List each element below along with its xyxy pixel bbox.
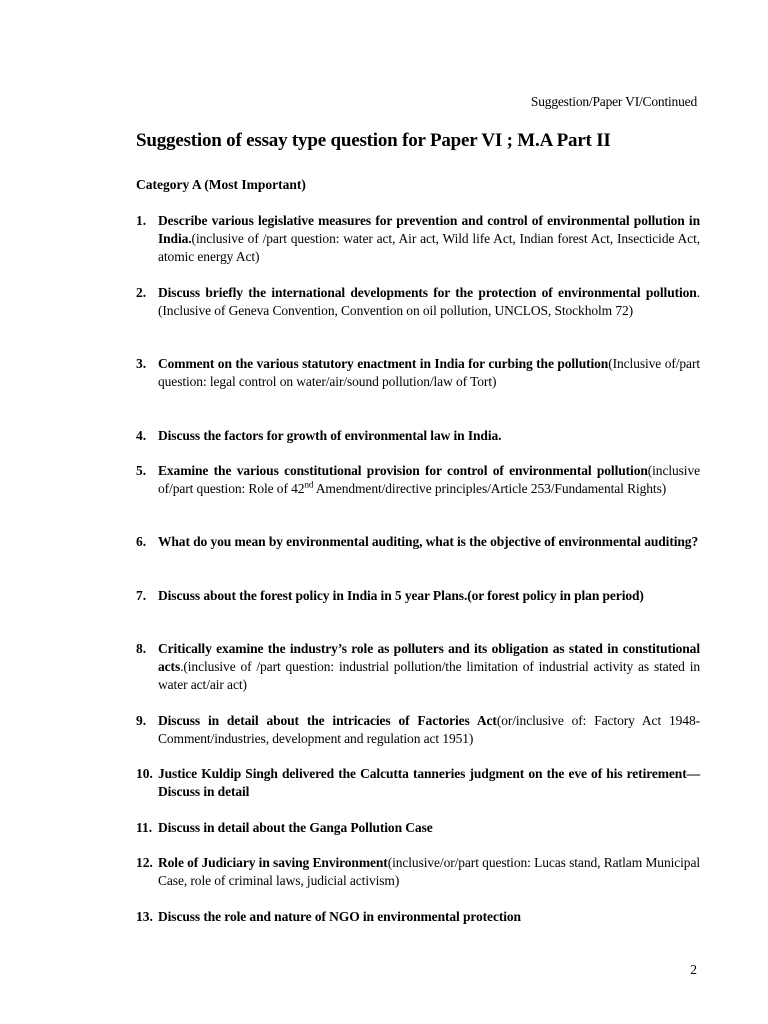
question-detail: (inclusive of/part question: Role of 42: [158, 463, 700, 496]
question-bold: Discuss the role and nature of NGO in environmental protection: [158, 909, 521, 924]
question-item: [136, 212, 700, 266]
question-item: [136, 462, 700, 498]
question-number: 5.: [136, 463, 147, 478]
question-item: [136, 355, 700, 391]
question-number: 11.: [136, 820, 153, 835]
question-detail: (Inclusive of/part question: legal control on water/air/sound pollution/law of Tort): [158, 356, 700, 389]
question-bold: Discuss in detail about the Ganga Pollution Case: [158, 820, 433, 835]
question-detail: .(inclusive of /part question: industrial pollution/the limitation of industrial activity as stated in water act/air act): [158, 659, 700, 692]
question-item: [136, 712, 700, 748]
question-item: [136, 427, 700, 445]
question-bold: Discuss in detail about the intricacies of Factories Act: [158, 713, 497, 728]
question-detail: (inclusive/or/part question: Lucas stand, Ratlam Municipal Case, role of criminal laws, judicial activism): [158, 855, 700, 888]
question-item: [136, 854, 700, 890]
question-item: [136, 533, 700, 551]
question-number: 1.: [136, 213, 147, 228]
running-header: Suggestion/Paper VI/Continued: [530, 94, 697, 109]
question-item: [136, 819, 700, 837]
question-number: 7.: [136, 588, 147, 603]
question-number: 6.: [136, 534, 147, 549]
page-title: Suggestion of essay type question for Paper VI ; M.A Part II: [136, 130, 611, 151]
question-bold: Discuss about the forest policy in India in 5 year Plans.(or forest policy in plan period): [158, 588, 644, 603]
question-item: [136, 640, 700, 694]
question-bold: Examine the various constitutional provision for control of environmental pollution: [158, 463, 648, 478]
question-detail: .(Inclusive of Geneva Convention, Convention on oil pollution, UNCLOS, Stockholm 72): [158, 285, 700, 318]
question-item: [136, 765, 700, 801]
question-detail: (or/inclusive of: Factory Act 1948-Comment/industries, development and regulation act 1951): [158, 713, 700, 746]
question-bold: Justice Kuldip Singh delivered the Calcutta tanneries judgment on the eve of his retirement—Discuss in detail: [158, 766, 700, 799]
superscript: nd: [304, 479, 314, 490]
question-bold: Role of Judiciary in saving Environment: [158, 855, 388, 870]
question-number: 12.: [136, 855, 153, 870]
question-bold: Describe various legislative measures for prevention and control of environmental pollution in India.: [158, 213, 700, 246]
question-number: 2.: [136, 285, 147, 300]
question-number: 8.: [136, 641, 147, 656]
page-number: 2: [690, 962, 697, 977]
question-item: [136, 284, 700, 320]
question-number: 9.: [136, 713, 147, 728]
question-bold: What do you mean by environmental auditing, what is the objective of environmental auditing?: [158, 534, 699, 549]
question-item: [136, 587, 700, 605]
question-bold: Discuss briefly the international developments for the protection of environmental pollution: [158, 285, 697, 300]
category-heading: Category A (Most Important): [136, 177, 306, 192]
question-detail: Amendment/directive principles/Article 253/Fundamental Rights): [313, 481, 667, 496]
question-number: 3.: [136, 356, 147, 371]
question-item: [136, 908, 700, 926]
question-detail: (inclusive of /part question: water act, Air act, Wild life Act, Indian forest Act, Insecticide Act, atomic energy Act): [158, 231, 700, 264]
question-bold: Comment on the various statutory enactment in India for curbing the pollution: [158, 356, 609, 371]
question-number: 4.: [136, 428, 147, 443]
question-number: 13.: [136, 909, 153, 924]
question-bold: Discuss the factors for growth of environmental law in India.: [158, 428, 502, 443]
question-number: 10.: [136, 766, 153, 781]
question-bold: Critically examine the industry’s role as polluters and its obligation as stated in constitutional acts: [158, 641, 700, 674]
